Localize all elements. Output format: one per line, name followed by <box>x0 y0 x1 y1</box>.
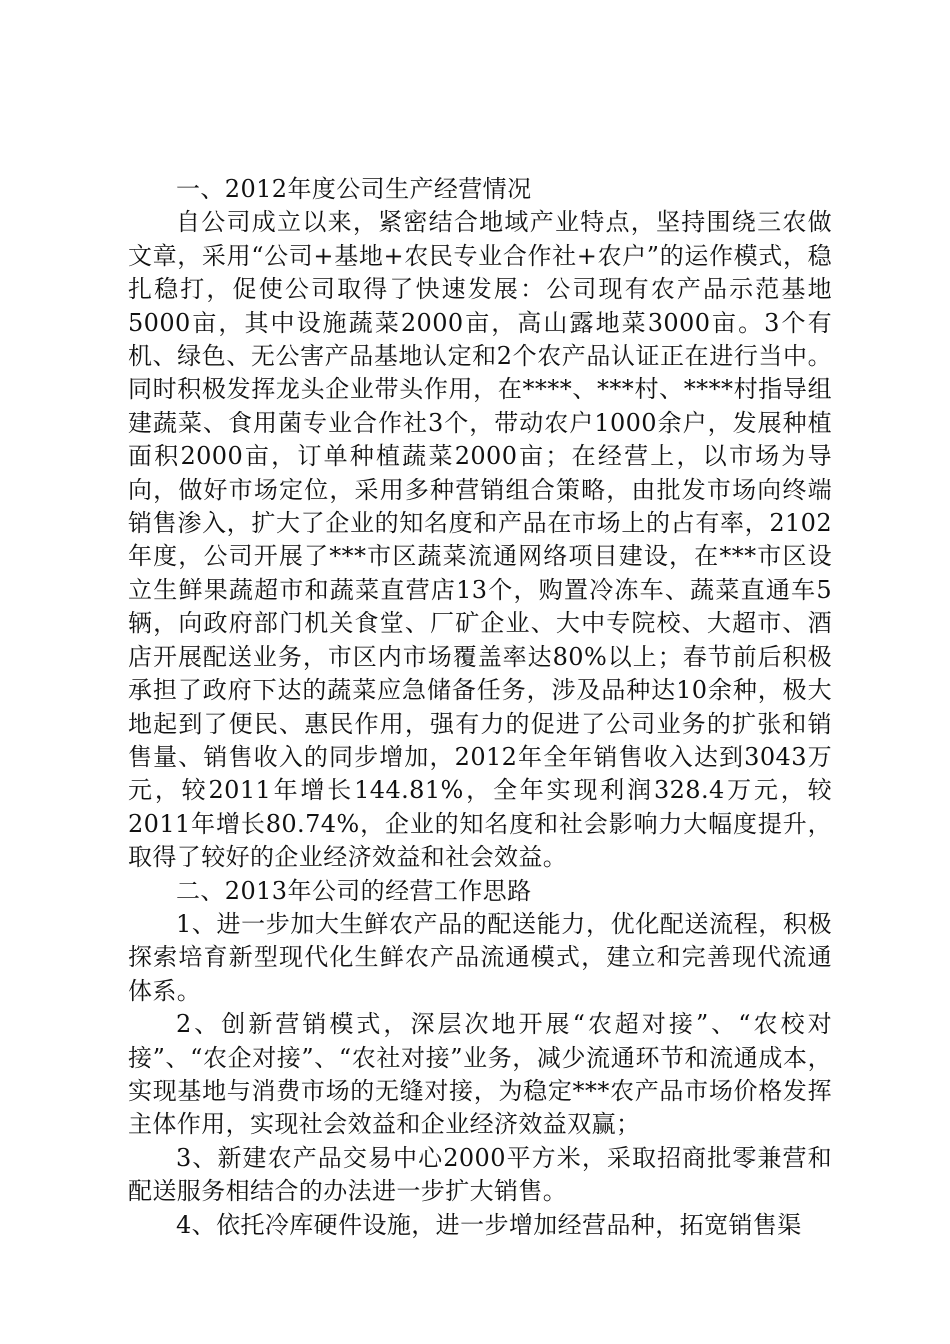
list-item-3: 3、新建农产品交易中心2000平方米，采取招商批零兼营和配送服务相结合的办法进一步扩大销售。 <box>128 1143 832 1206</box>
list-item-1: 1、进一步加大生鲜农产品的配送能力，优化配送流程，积极探索培育新型现代化生鲜农产品流通模式，建立和完善现代流通体系。 <box>128 909 832 1005</box>
section-heading-1: 一、2012年度公司生产经营情况 <box>176 175 532 203</box>
section-heading-2: 二、2013年公司的经营工作思路 <box>176 876 532 905</box>
list-item-4: 4、依托冷库硬件设施，进一步增加经营品种，拓宽销售渠 <box>176 1210 802 1239</box>
document-body <box>128 173 832 1242</box>
list-item-2: 2、创新营销模式，深层次地开展“农超对接”、“农校对接”、“农企对接”、“农社对接”业务，减少流通环节和流通成本，实现基地与消费市场的无缝对接，为稳定***农产品市场价格发挥主体作用，实现社会效益和企业经济效益双赢； <box>128 1010 832 1139</box>
paragraph-2012-operations: 自公司成立以来，紧密结合地域产业特点，坚持围绕三农做文章，采用“公司+基地+农民专业合作社+农户”的运作模式，稳扎稳打，促使公司取得了快速发展：公司现有农产品示范基地5000亩，其中设施蔬菜2000亩，高山露地菜3000亩。3个有机、绿色、无公害产品基地认定和2个农产品认证正在进行当中。同时积极发挥龙头企业带头作用，在****、***村、****村指导组建蔬菜、食用菌专业合作社3个，带动农户1000余户，发展种植面积2000亩，订单种植蔬菜2000亩；在经营上，以市场为导向，做好市场定位，采用多种营销组合策略，由批发市场向终端销售渗入，扩大了企业的知名度和产品在市场上的占有率，2102年度，公司开展了***市区蔬菜流通网络项目建设，在***市区设立生鲜果蔬超市和蔬菜直营店13个，购置冷冻车、蔬菜直通车5辆，向政府部门机关食堂、厂矿企业、大中专院校、大超市、酒店开展配送业务，市区内市场覆盖率达80%以上；春节前后积极承担了政府下达的蔬菜应急储备任务，涉及品种达10余种，极大地起到了便民、惠民作用，强有力的促进了公司业务的扩张和销售量、销售收入的同步增加，2012年全年销售收入达到3043万元，较2011年增长144.81%，全年实现利润328.4万元，较2011年增长80.74%，企业的知名度和社会影响力大幅度提升，取得了较好的企业经济效益和社会效益。 <box>128 208 832 872</box>
